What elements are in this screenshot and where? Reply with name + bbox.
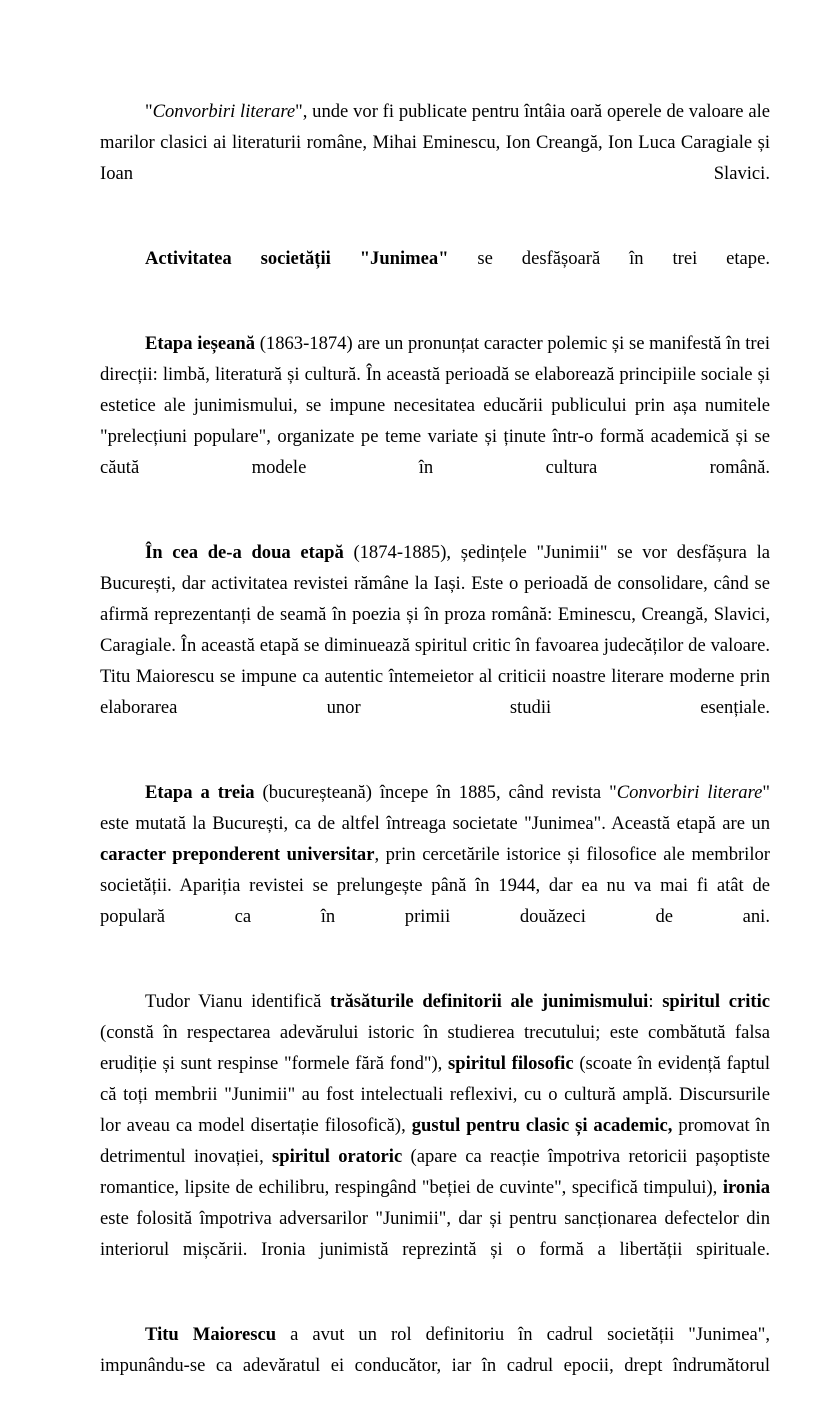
- bold-run: ironia: [722, 1177, 770, 1198]
- text-run: a avut un rol definitoriu în cadrul societății "Junimea", impunându-se ca adevăratul ei conducător, iar în cadrul epocii, drept îndrumătorul: [100, 1324, 770, 1376]
- paragraph-titu-maiorescu: [100, 1319, 770, 1412]
- text-run: :: [648, 991, 663, 1012]
- paragraph-etapa-a-treia: [100, 777, 770, 963]
- bold-run: Titu Maiorescu: [145, 1324, 277, 1345]
- bold-run: gustul pentru clasic și academic,: [411, 1115, 673, 1136]
- bold-run: spiritul critic: [662, 991, 770, 1012]
- text-run: se desfășoară în trei etape.: [448, 248, 770, 269]
- bold-run: spiritul oratoric: [272, 1146, 403, 1167]
- italic-run: Convorbiri literare: [152, 101, 296, 122]
- text-run: (scoate în evidență faptul că toți membrii "Junimii" au fost intelectuali reflexivi, cu o cultură amplă. Discursurile lor aveau ca model disertație filosofică),: [100, 1053, 770, 1136]
- text-run: (1863-1874) are un pronunțat caracter polemic și se manifestă în trei direcții: limbă, literatură și cultură. În această perioadă se elaborează principiile sociale și estetice ale junimismului, se impune necesitatea educării publicului prin așa numitele "prelecțiuni populare", organizate pe teme variate și ținute într-o formă academică și se căută modele în cultura română.: [100, 333, 770, 478]
- text-run: (bucureșteană) începe în 1885, când revista ": [254, 782, 617, 803]
- bold-run: Etapa a treia: [145, 782, 255, 803]
- paragraph-etapa-ieseana: [100, 328, 770, 514]
- text-run: (constă în respectarea adevărului istoric în studierea trecutului; este combătută falsa erudiție și sunt respinse "formele fără fond"),: [100, 1022, 770, 1074]
- paragraph-a-doua-etapa: [100, 537, 770, 754]
- paragraph-convorbiri-literare: [100, 96, 770, 220]
- bold-run: Etapa ieșeană: [145, 333, 256, 354]
- bold-run: caracter preponderent universitar: [100, 844, 375, 865]
- italic-run: Convorbiri literare: [616, 782, 763, 803]
- paragraph-tudor-vianu: [100, 986, 770, 1296]
- text-run: " este mutată la București, ca de altfel întreaga societate "Junimea". Această etapă are un: [100, 782, 770, 834]
- text-run: , prin cercetările istorice și filosofice ale membrilor societății. Apariția revistei se prelungește până în 1944, dar ea nu va mai fi atât de populară ca în primii douăzeci de ani.: [100, 844, 770, 927]
- text-run: ": [145, 101, 153, 122]
- bold-run: În cea de-a doua etapă: [145, 542, 344, 563]
- text-run: promovat în detrimentul inovației,: [100, 1115, 770, 1167]
- bold-run: Activitatea societății "Junimea": [145, 248, 449, 269]
- text-run: (apare ca reacție împotriva retoricii pașoptiste romantice, lipsite de echilibru, respingând "beției de cuvinte", specifică timpului),: [100, 1146, 770, 1198]
- text-run: (1874-1885), ședințele "Junimii" se vor desfășura la București, dar activitatea revistei rămâne la Iași. Este o perioadă de consolidare, când se afirmă reprezentanți de seamă în poezia și în proza română: Eminescu, Creangă, Slavici, Caragiale. În această etapă se diminuează spiritul critic în favoarea judecăților de valoare. Titu Maiorescu se impune ca autentic întemeietor al criticii noastre literare moderne prin elaborarea unor studii esențiale.: [100, 542, 770, 718]
- text-run: este folosită împotriva adversarilor "Junimii", dar și pentru sancționarea defectelor din interiorul mișcării. Ironia junimistă reprezintă și o formă a libertății spirituale.: [100, 1208, 770, 1260]
- paragraph-activitatea-societatii: [100, 243, 770, 305]
- text-run: Tudor Vianu identifică: [145, 991, 330, 1012]
- bold-run: trăsăturile definitorii ale junimismului: [330, 991, 649, 1012]
- bold-run: spiritul filosofic: [448, 1053, 574, 1074]
- text-run: ", unde vor fi publicate pentru întâia oară operele de valoare ale marilor clasici ai literaturii române, Mihai Eminescu, Ion Creangă, Ion Luca Caragiale și Ioan Slavici.: [100, 101, 770, 184]
- document-body: [100, 96, 770, 1412]
